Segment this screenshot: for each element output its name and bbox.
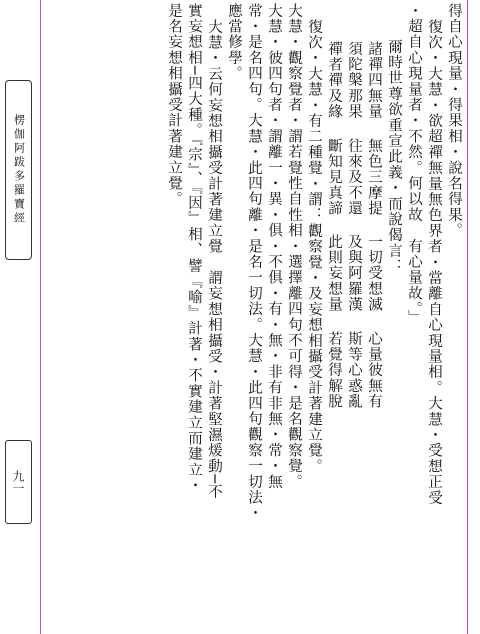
text-column: 常・是名四句。大慧・此四句離・是名一切法。大慧・此四句觀察一切法・ [246, 3, 262, 522]
text-column: ・超自心現量者・不然。何以故 有心量故。」 [406, 3, 422, 326]
text-column: 應當修學。 [226, 3, 242, 82]
gatha-phrase: 禪者禪及緣 [326, 41, 342, 120]
text-column: 得自心現量・得果相・說名得果。 [446, 3, 462, 239]
gatha-phrase: 諸禪四無量 [366, 41, 382, 120]
text-column: 爾時世尊欲重宣此義・而說偈言： [386, 39, 402, 275]
gatha-line [324, 3, 344, 629]
gatha-phrase: 心量彼無有 [366, 330, 382, 409]
text-column: 大慧・云何妄想相攝受計著建立覺 謂妄想相攝受・計著堅濕煖動─不 [206, 19, 222, 500]
gatha-phrase: 此則妄想量 [326, 234, 342, 313]
text-column: 復次・大慧・欲超禪無量無色界者・當離自心現量相。大慧・受想正受 [426, 19, 442, 506]
gatha-phrase: 無色三摩提 [366, 137, 382, 216]
gatha-line [344, 3, 364, 629]
scripture-body [50, 3, 464, 629]
book-title-tab: 楞伽阿跋多羅寶經 [5, 80, 32, 260]
text-column: 是名妄想相攝受計著建立覺。 [166, 3, 182, 208]
gatha-phrase: 須陀槃那果 [346, 41, 362, 120]
text-column: 實妄想相─四大種。『宗』、『因』相、譬『喻』計著・不實建立而建立・ [186, 3, 202, 494]
page-number: 九一 [5, 440, 32, 524]
gatha-phrase: 斷知見真諦 [326, 137, 342, 216]
text-column: 大慧・觀察覺者・謂若覺性自性相・選擇離四句不可得・是名觀察覺。 [286, 3, 302, 490]
gatha-line [364, 3, 384, 629]
gatha-phrase: 一切受想滅 [366, 234, 382, 313]
gatha-phrase: 往來及不還 [346, 137, 362, 216]
gatha-phrase: 斯等心惑亂 [346, 330, 362, 409]
gatha-phrase: 若覺得解脫 [326, 330, 342, 409]
text-column: 復次・大慧・有二種覺・謂：觀察覺・及妄想相攝受計著建立覺。 [306, 19, 322, 475]
text-column: 大慧・彼四句者・謂離一・異・俱・不俱・有・無・非有非無・常・無 [266, 3, 282, 490]
gatha-phrase: 及與阿羅漢 [346, 234, 362, 313]
